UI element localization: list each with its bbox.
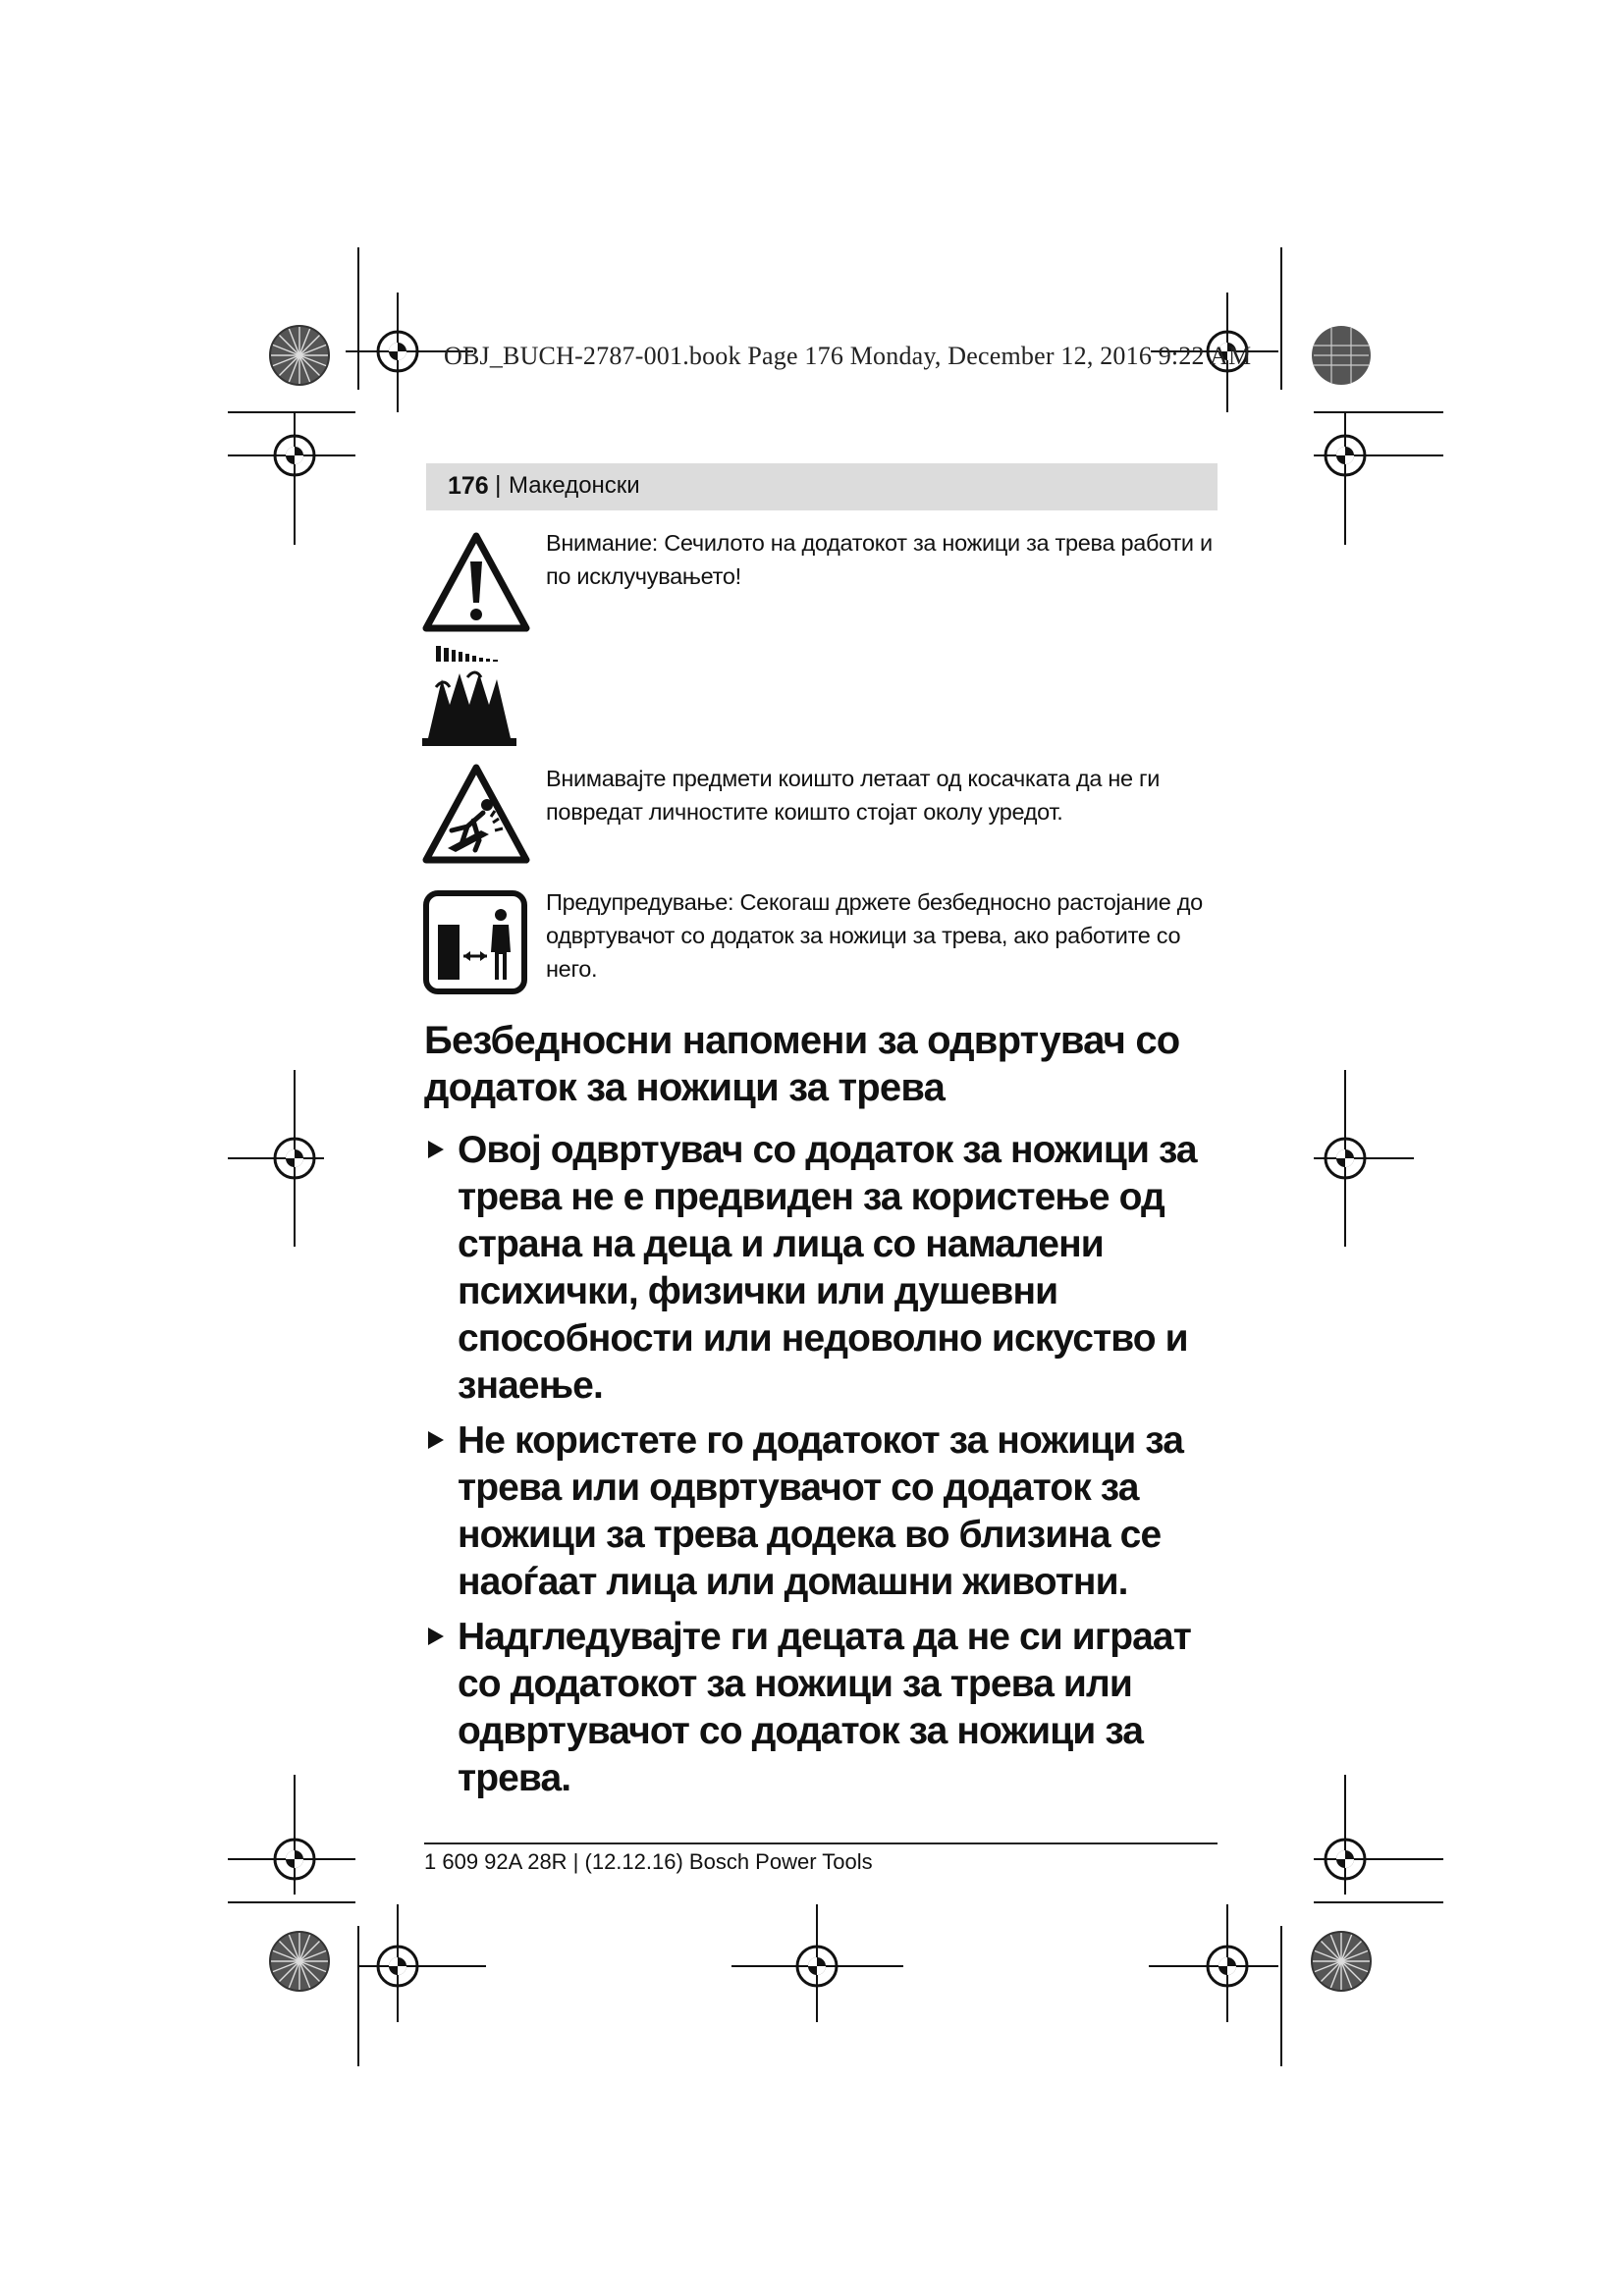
symbol-text-3: Внимавајте предмети коишто летаат од косачката да не ги повредат личностите коишто стојат околу уредот. (546, 766, 1161, 825)
section-title: Безбедносни напомени за одвртувач со додаток за ножици за трева (424, 1019, 1180, 1109)
star-mark-top-right (1312, 326, 1371, 385)
warning-triangle-icon (422, 530, 530, 638)
list-item: Надгледувајте ги децата да не си играат со додатокот за ножици за трева или одвртувачот со додаток за ножици за трева. (424, 1614, 1229, 1802)
crosshair-bottom-right (1149, 1904, 1278, 2022)
crosshair-left-1 (228, 412, 355, 545)
crosshair-left-3 (228, 1775, 355, 1895)
crosshair-bottom-left (358, 1904, 486, 2022)
page-header (426, 463, 1218, 510)
crosshair-bottom-center (731, 1904, 903, 2022)
blade-rundown-icon (422, 644, 516, 748)
header-separator: | (495, 471, 502, 499)
crosshair-right-3 (1314, 1775, 1443, 1895)
crosshair-right-1 (1314, 412, 1443, 545)
language-label: Македонски (509, 472, 640, 499)
star-mark-top-left (270, 326, 329, 385)
safety-bullet-list (424, 1127, 1229, 1810)
bullet-triangle-icon (428, 1431, 444, 1449)
symbol-text-1: Внимание: Сечилото на додатокот за ножици за трева работи и по исклучувањето! (546, 530, 1213, 589)
footer-divider (424, 1842, 1218, 1844)
crosshair-left-2 (228, 1070, 324, 1247)
list-item: Овој одвртувач со додаток за ножици за трева не е предвиден за користење од страна на деца и лица со намалени психички, физички или душевни способности или недоволно искуство и знаење. (424, 1127, 1229, 1410)
print-slug: OBJ_BUCH-2787-001.book Page 176 Monday, December 12, 2016 9:22 AM (444, 342, 1252, 370)
star-mark-bottom-right (1312, 1932, 1371, 1991)
safety-distance-icon (422, 889, 528, 995)
star-mark-bottom-left (270, 1932, 329, 1991)
page-footer: 1 609 92A 28R | (12.12.16) Bosch Power Tools (424, 1849, 873, 1874)
symbol-text-4: Предупредување: Секогаш држете безбедносно растојание до одвртувачот со додаток за ножици за трева, ако работите со него. (546, 889, 1203, 982)
flying-objects-warning-icon (422, 762, 530, 868)
crosshair-right-2 (1314, 1070, 1414, 1247)
bullet-triangle-icon (428, 1141, 444, 1158)
bullet-triangle-icon (428, 1628, 444, 1645)
list-item: Не користете го додатокот за ножици за трева или одвртувачот со додаток за ножици за трева додека во близина се наоѓаат лица или домашни животни. (424, 1417, 1229, 1606)
page-number: 176 (448, 472, 489, 500)
